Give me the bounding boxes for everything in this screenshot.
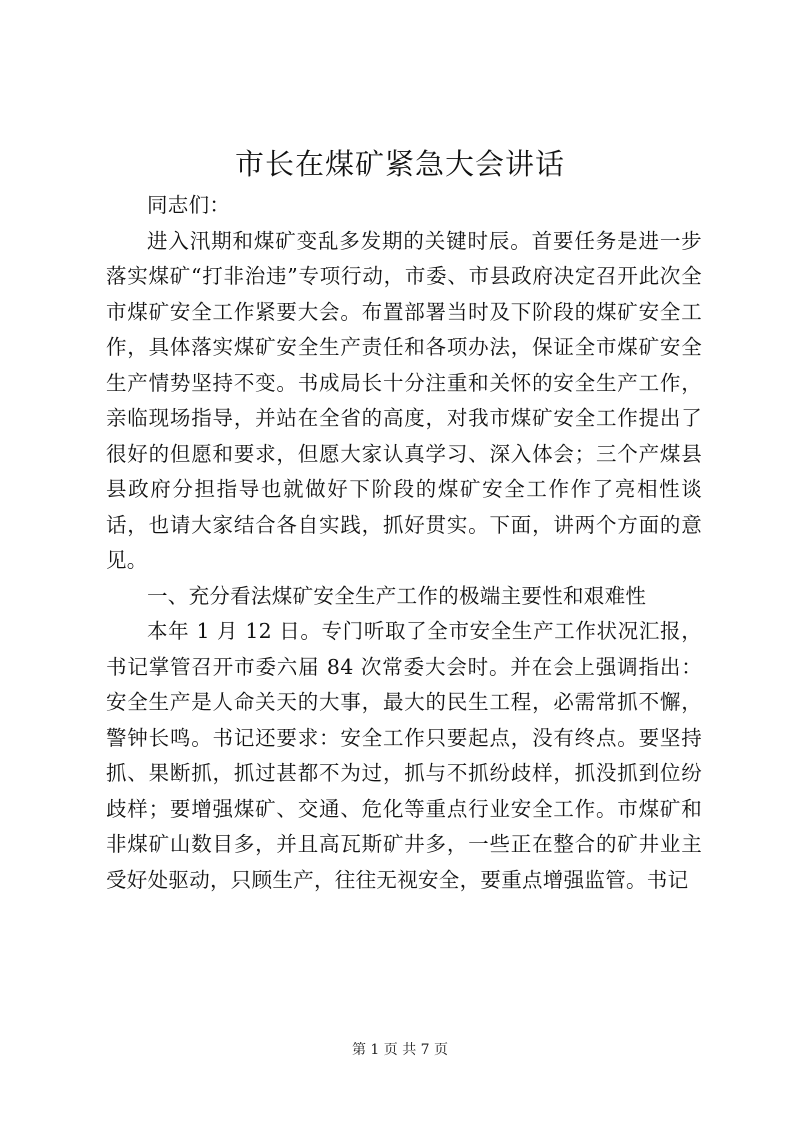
document-body bbox=[106, 188, 702, 898]
page-title: 市长在煤矿紧急大会讲话 bbox=[234, 147, 565, 181]
salutation: 同志们： bbox=[147, 193, 231, 217]
paragraph-intro: 进入汛期和煤矿变乱多发期的关键时辰。首要任务是进一步落实煤矿“打非治违”专项行动，市委、市县政府决定召开此次全市煤矿安全工作紧要大会。布置部署当时及下阶段的煤矿安全工作，具体落实煤矿安全生产责任和各项办法，保证全市煤矿安全生产情势坚持不变。书成局长十分注重和关怀的安全生产工作，亲临现场指导，并站在全省的高度，对我市煤矿安全工作提出了很好的但愿和要求，但愿大家认真学习、深入体会；三个产煤县县政府分担指导也就做好下阶段的煤矿安全工作作了亮相性谈话，也请大家结合各自实践，抓好贯实。下面，讲两个方面的意见。 bbox=[106, 228, 702, 572]
section-heading: 一、充分看法煤矿安全生产工作的极端主要性和艰难性 bbox=[147, 583, 647, 608]
paragraph-section-1: 本年 1 月 12 日。专门听取了全市安全生产工作状况汇报，书记掌管召开市委六届 84 次常委大会时。并在会上强调指出：安全生产是人命关天的大事，最大的民生工程，必需常抓不懈，警钟长鸣。书记还要求：安全工作只要起点，没有终点。要坚持抓、果断抓，抓过甚都不为过，抓与不抓纷歧样，抓没抓到位纷歧样；要增强煤矿、交通、危化等重点行业安全工作。市煤矿和非煤矿山数目多，并且高瓦斯矿井多，一些正在整合的矿井业主受好处驱动，只顾生产，往往无视安全，要重点增强监管。书记 bbox=[106, 619, 702, 892]
page-footer: 第 1 页 共 7 页 bbox=[351, 1042, 449, 1058]
